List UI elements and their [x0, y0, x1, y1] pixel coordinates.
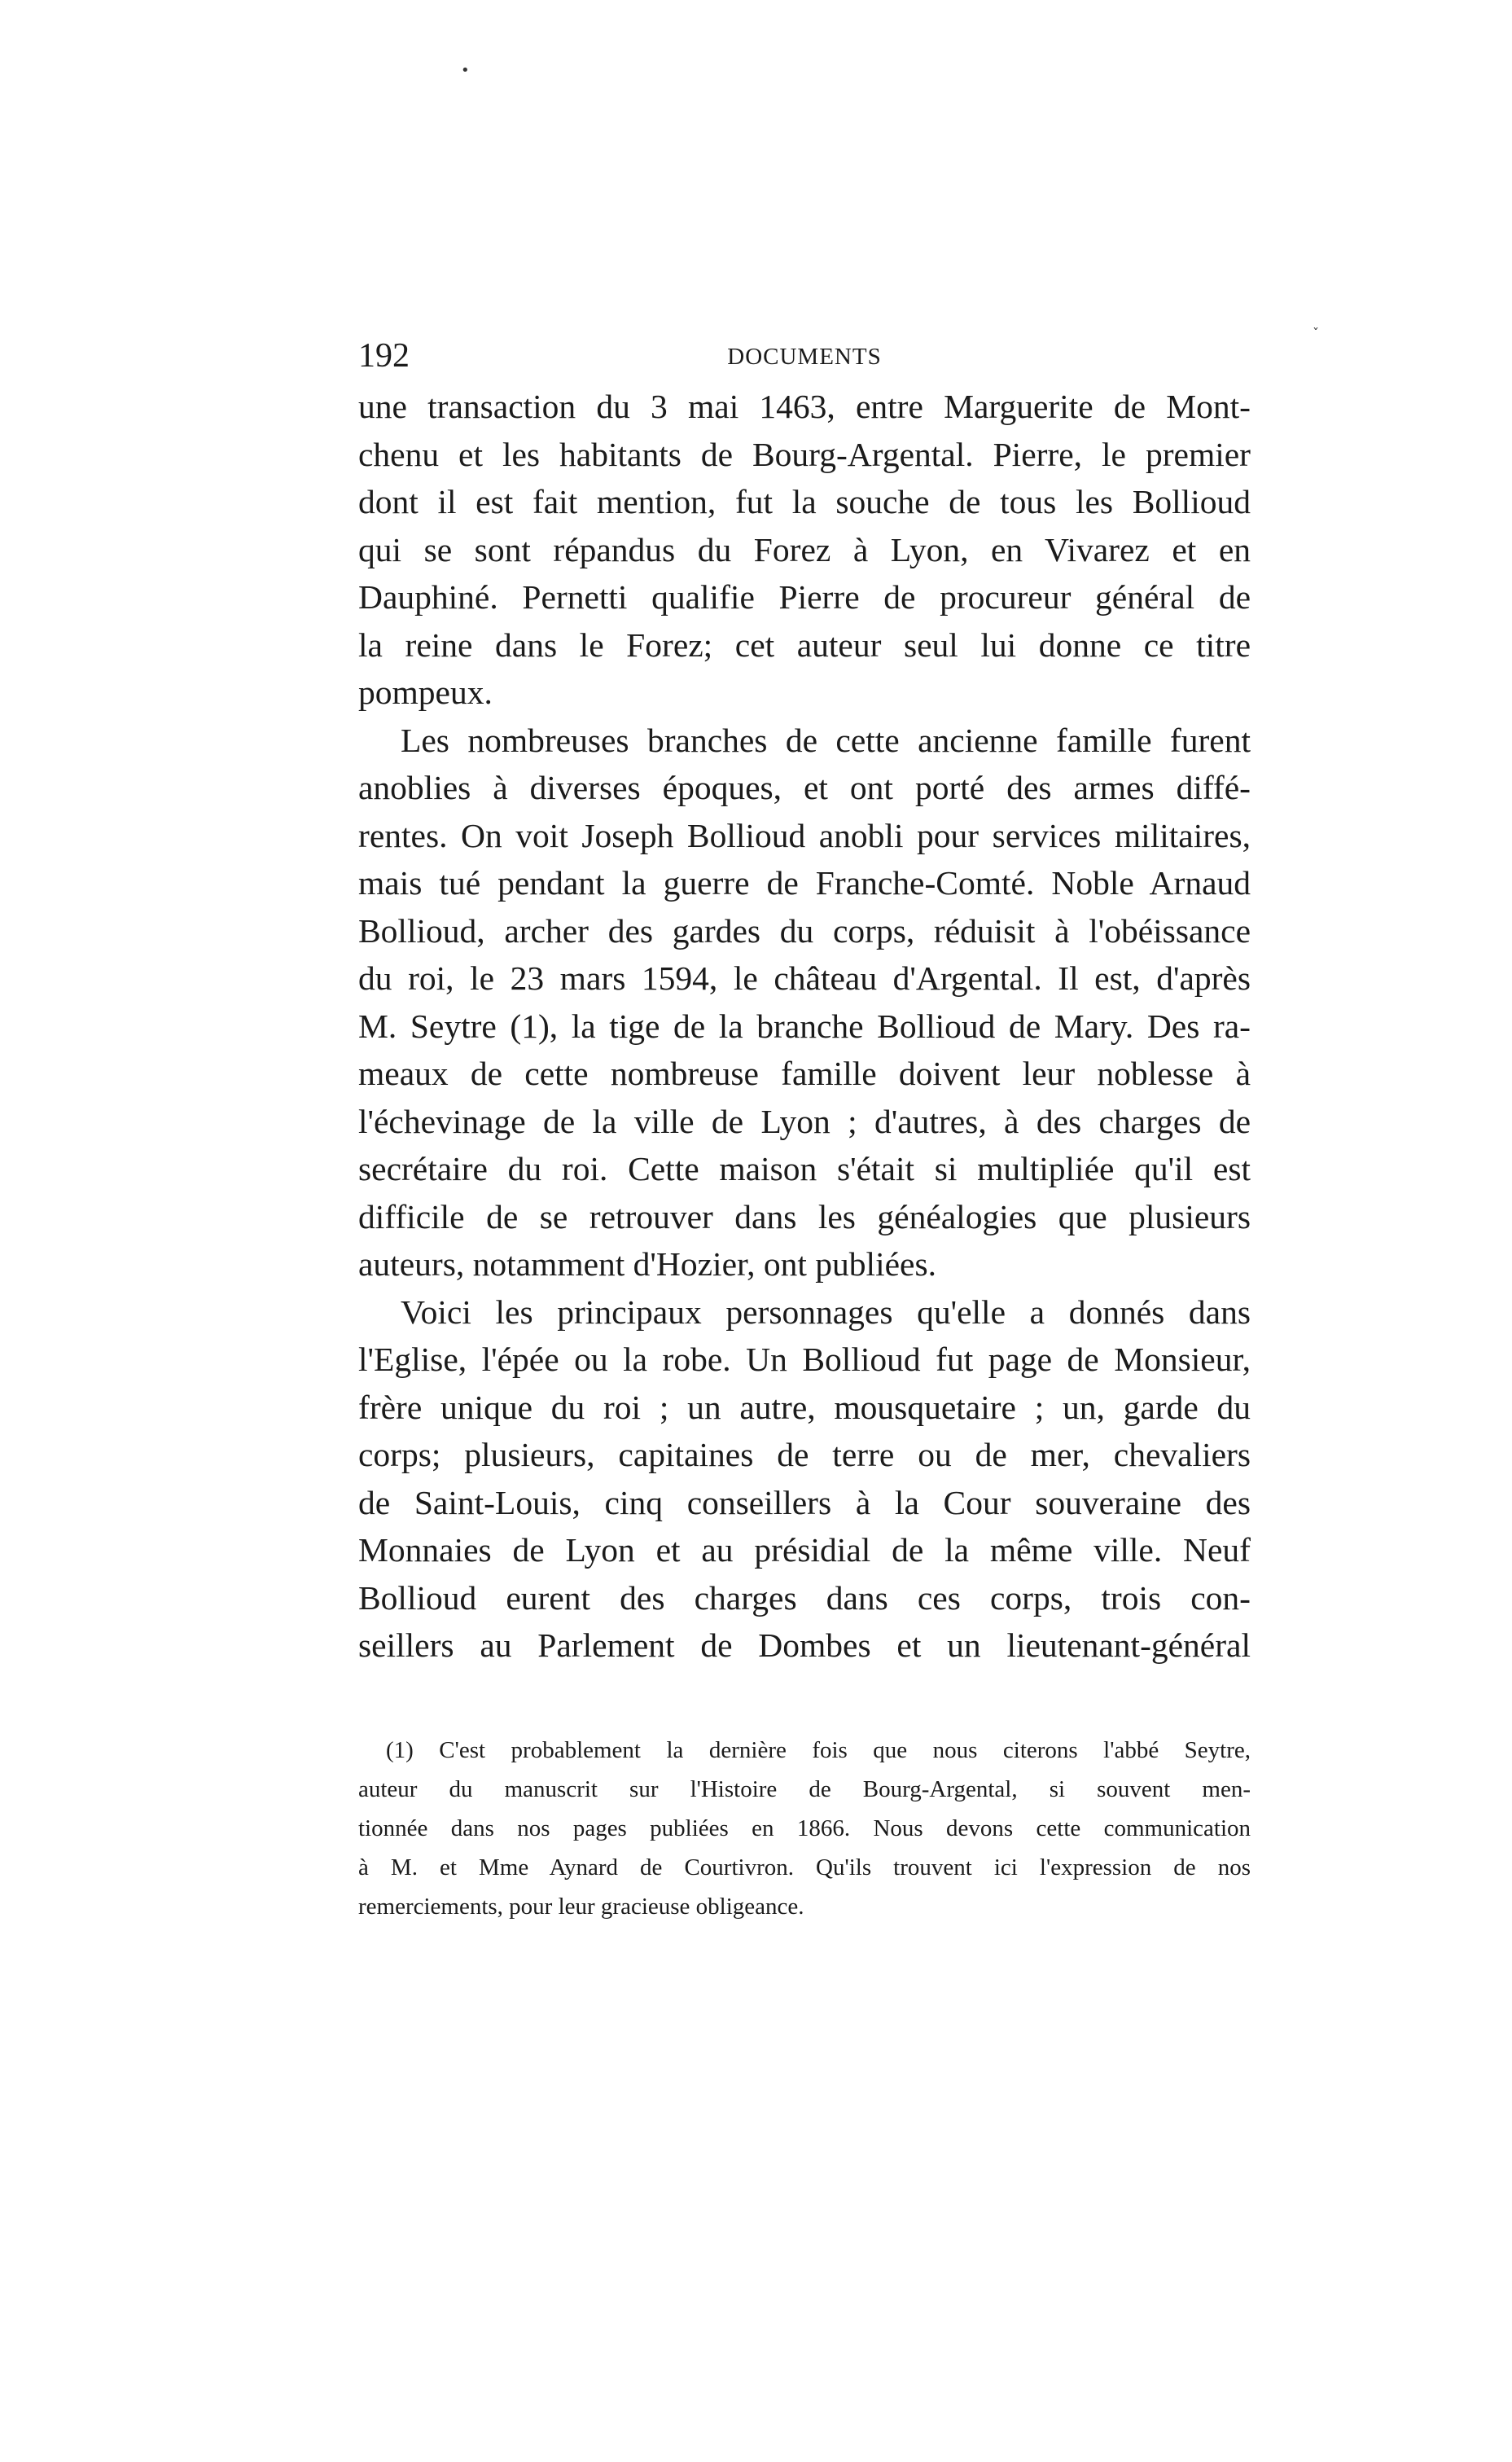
ink-speck-top: •: [461, 62, 470, 79]
text-line: chenu et les habitants de Bourg-Argental. Pierre, le premier: [358, 435, 1251, 473]
text-line: une transaction du 3 mai 1463, entre Marguerite de Mont-: [358, 388, 1251, 425]
text-line: anoblies à diverses époques, et ont porté des armes diffé-: [358, 769, 1251, 806]
running-head: DOCUMENTS: [727, 344, 882, 370]
footnote-line: tionnée dans nos pages publiées en 1866. Nous devons cette communication: [358, 1815, 1251, 1841]
footnote-line: à M. et Mme Aynard de Courtivron. Qu'ils trouvent ici l'expression de nos: [358, 1854, 1251, 1881]
text-line: Monnaies de Lyon et au présidial de la même ville. Neuf: [358, 1531, 1251, 1569]
text-line: Bollioud eurent des charges dans ces corps, trois con-: [358, 1578, 1251, 1617]
text-line: Dauphiné. Pernetti qualifie Pierre de procureur général de: [358, 578, 1251, 616]
text-line: M. Seytre (1), la tige de la branche Bollioud de Mary. Des ra-: [358, 1007, 1251, 1045]
text-line: l'échevinage de la ville de Lyon ; d'autres, à des charges de: [358, 1102, 1251, 1140]
text-line: frère unique du roi ; un autre, mousquetaire ; un, garde du: [358, 1388, 1251, 1426]
text-line: dont il est fait mention, fut la souche de tous les Bollioud: [358, 483, 1251, 520]
text-line: Voici les principaux personnages qu'elle a donnés dans: [401, 1292, 1251, 1331]
text-line: la reine dans le Forez; cet auteur seul lui donne ce titre: [358, 625, 1251, 664]
text-line: du roi, le 23 mars 1594, le château d'Argental. Il est, d'après: [358, 959, 1251, 997]
text-line: de Saint-Louis, cinq conseillers à la Cour souveraine des: [358, 1483, 1251, 1521]
text-line: secrétaire du roi. Cette maison s'était si multipliée qu'il est: [358, 1150, 1251, 1187]
footnote-line: (1) C'est probablement la dernière fois que nous citerons l'abbé Seytre,: [386, 1737, 1251, 1763]
text-line: difficile de se retrouver dans les généalogies que plusieurs: [358, 1197, 1251, 1235]
text-line: auteurs, notamment d'Hozier, ont publiées.: [358, 1245, 936, 1283]
text-line: Les nombreuses branches de cette ancienne famille furent: [401, 721, 1251, 759]
page-header: [358, 336, 1251, 376]
text-line: corps; plusieurs, capitaines de terre ou de mer, chevaliers: [358, 1436, 1251, 1473]
text-line: mais tué pendant la guerre de Franche-Comté. Noble Arnaud: [358, 864, 1251, 902]
body-text: [358, 383, 1251, 1670]
text-line: pompeux.: [358, 674, 493, 711]
text-line: seillers au Parlement de Dombes et un lieutenant-général: [358, 1626, 1251, 1664]
footnote: [358, 1731, 1251, 1926]
text-line: rentes. On voit Joseph Bollioud anobli pour services militaires,: [358, 816, 1251, 854]
text-line: Bollioud, archer des gardes du corps, réduisit à l'obéissance: [358, 911, 1251, 950]
page-number: 192: [358, 337, 410, 375]
text-line: meaux de cette nombreuse famille doivent leur noblesse à: [358, 1055, 1251, 1092]
text-line: qui se sont répandus du Forez à Lyon, en Vivarez et en: [358, 530, 1251, 568]
text-line: l'Eglise, l'épée ou la robe. Un Bollioud fut page de Monsieur,: [358, 1341, 1251, 1378]
ink-speck-margin: ˇ: [1313, 326, 1319, 341]
footnote-line: auteur du manuscrit sur l'Histoire de Bourg-Argental, si souvent men-: [358, 1776, 1251, 1802]
footnote-line: remerciements, pour leur gracieuse obligeance.: [358, 1894, 804, 1920]
